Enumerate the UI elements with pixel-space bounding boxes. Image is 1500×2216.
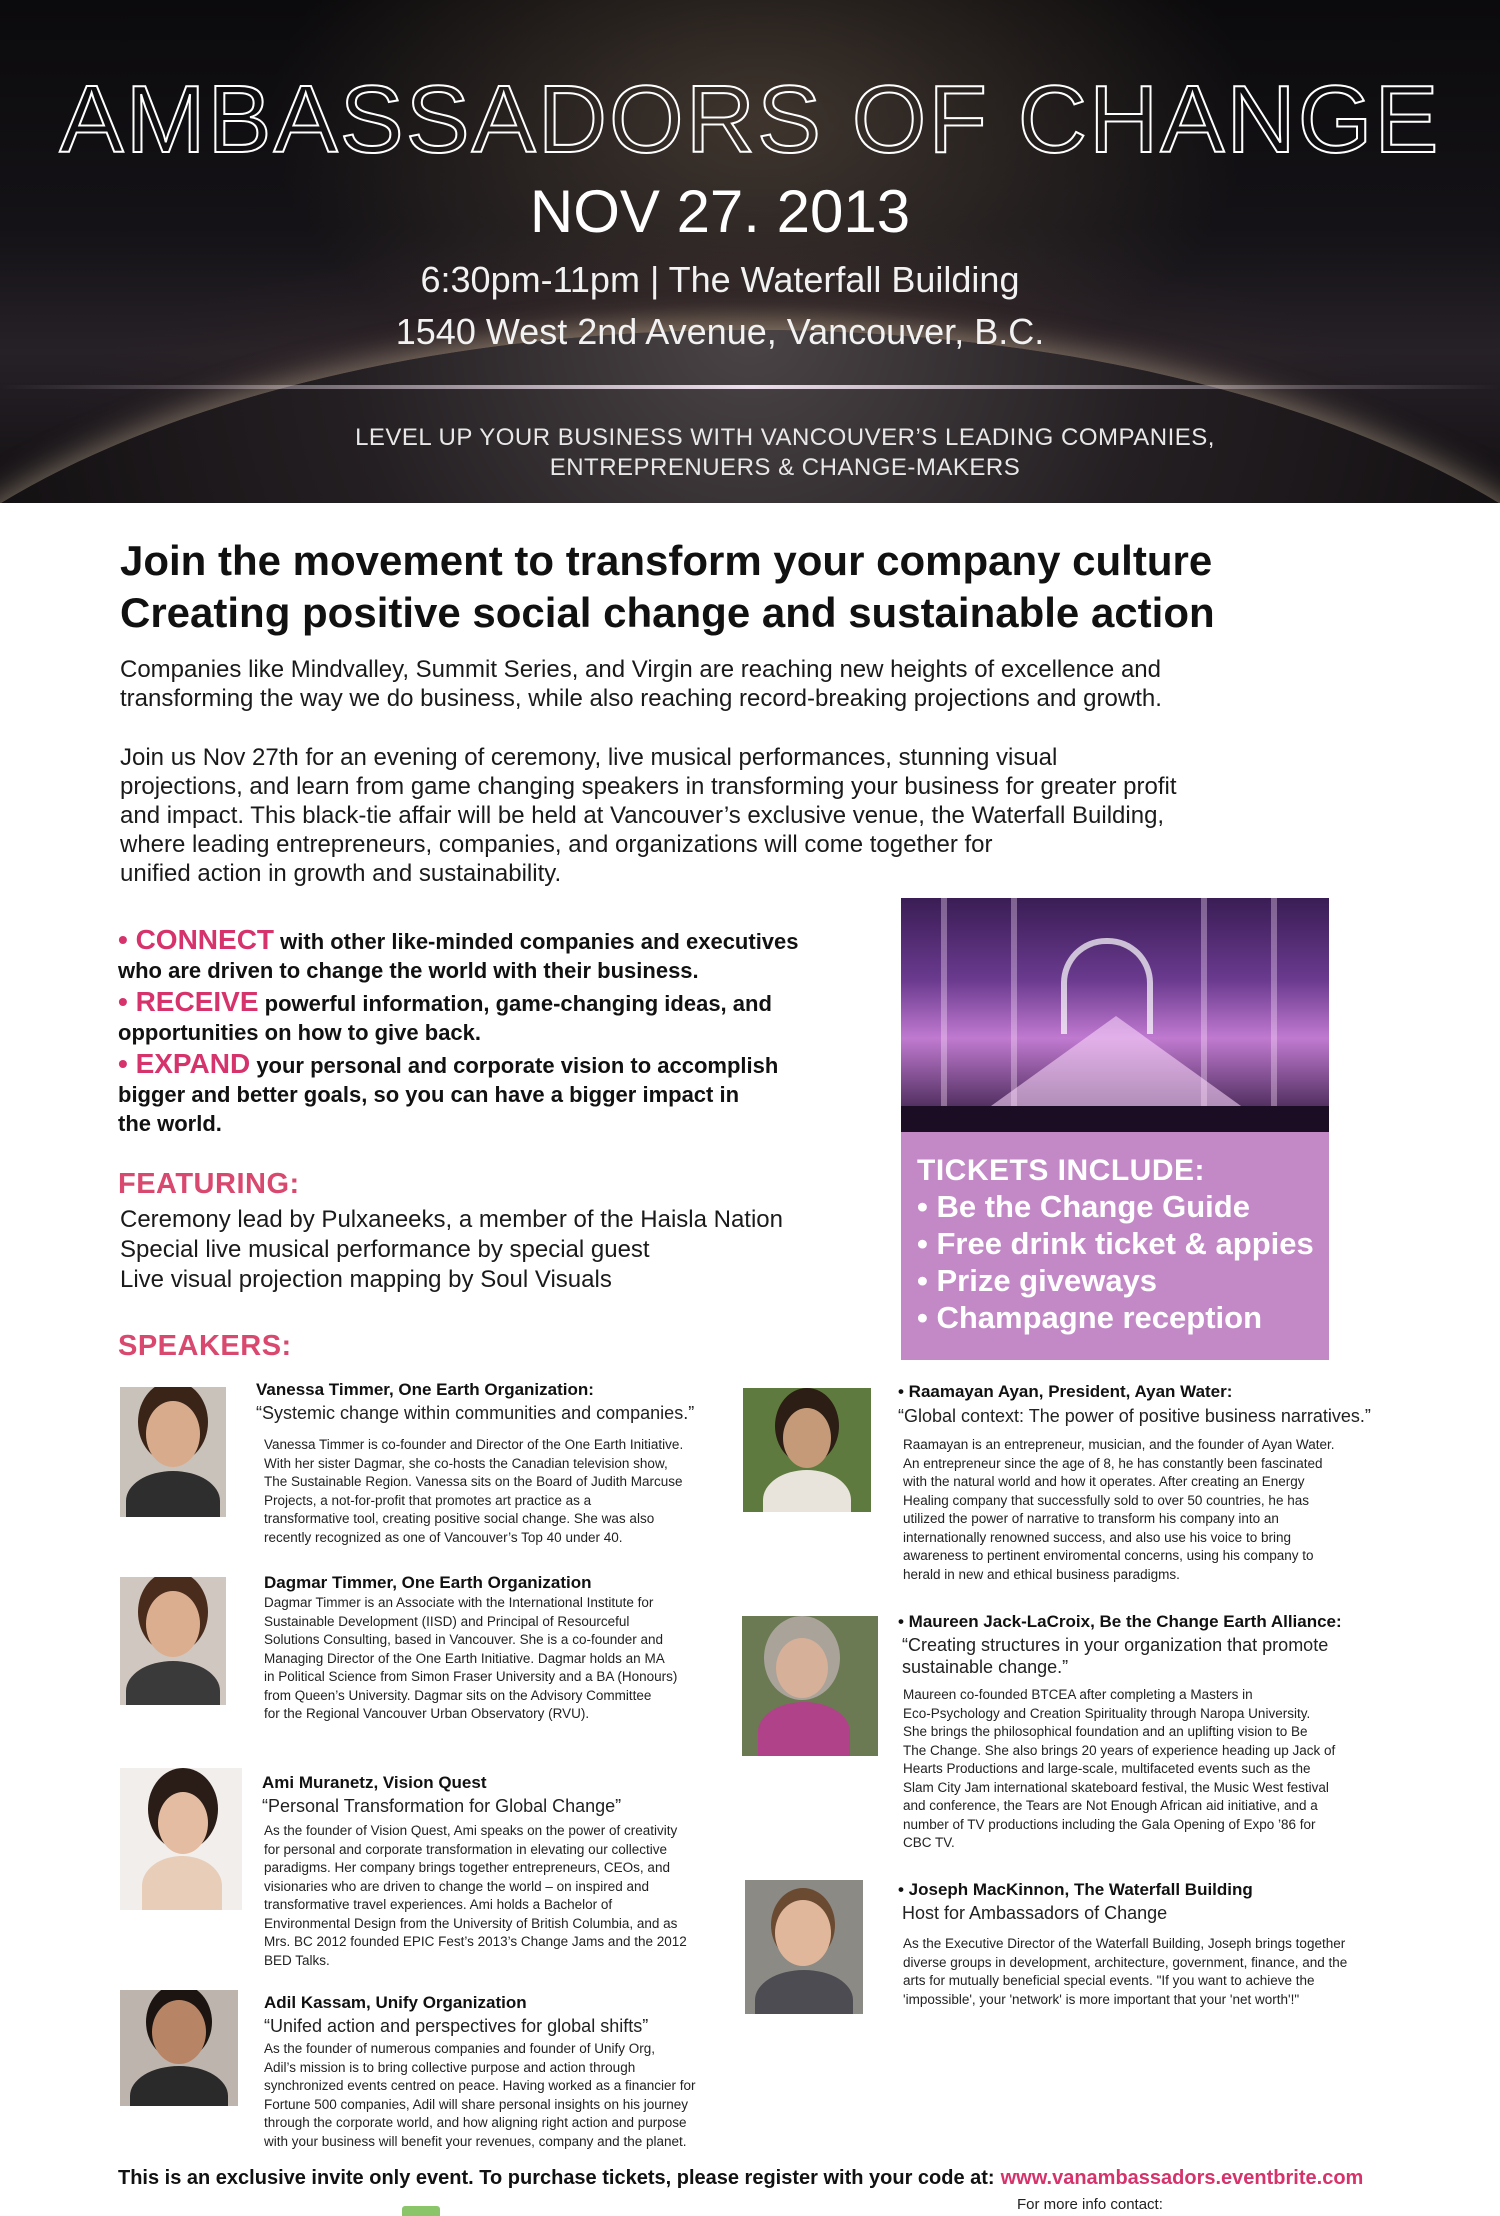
quote-line: “Creating structures in your organization that promote xyxy=(902,1635,1329,1655)
intro-p2-line: where leading entrepreneurs, companies, and organizations will come together for xyxy=(120,831,993,858)
venue-stage-photo xyxy=(901,898,1329,1132)
benefit-text: your personal and corporate vision to accomplish xyxy=(250,1053,779,1078)
more-info-text: For more info contact: xyxy=(1017,2196,1163,2213)
speaker-bio xyxy=(264,2040,696,2151)
registration-text: This is an exclusive invite only event. To purchase tickets, please register with your code at: xyxy=(118,2167,995,2189)
bio-line: recently recognized as one of Vancouver’s Top 40 under 40. xyxy=(264,1529,623,1545)
quote-line: “Global context: The power of positive business narratives.” xyxy=(898,1406,1371,1426)
stage-floor xyxy=(901,1106,1329,1132)
speaker-photo-joseph xyxy=(745,1880,863,2014)
hero-banner xyxy=(0,0,1500,503)
speaker-name: • Maureen Jack-LaCroix, Be the Change Earth Alliance: xyxy=(898,1612,1342,1631)
headline-line-1: Join the movement to transform your company culture xyxy=(120,537,1213,584)
bio-line: With her sister Dagmar, she co-hosts the Canadian television show, xyxy=(264,1455,668,1471)
bio-line: Managing Director of the One Earth Initiative. Dagmar holds an MA xyxy=(264,1650,665,1666)
benefit-receive xyxy=(118,987,898,1047)
bio-line: from Queen’s University. Dagmar sits on the Advisory Committee xyxy=(264,1687,652,1703)
event-time-venue: 6:30pm-11pm | The Waterfall Building xyxy=(420,259,1020,300)
bio-line: arts for mutually beneficial special events. "If you want to achieve the xyxy=(903,1973,1315,1988)
horizon-glow xyxy=(0,385,1500,389)
tickets-list xyxy=(917,1188,1314,1336)
ticket-item: • Prize giveways xyxy=(917,1263,1158,1298)
bio-line: 'impossible', your 'network' is more important that your 'net worth'!" xyxy=(903,1991,1300,2007)
quote-line: “Systemic change within communities and companies.” xyxy=(256,1403,695,1423)
speaker-photo-maureen xyxy=(742,1616,878,1756)
speaker-bio xyxy=(264,1822,687,1970)
intro-paragraph-2 xyxy=(120,743,1360,888)
speaker-bio xyxy=(903,1436,1335,1584)
bio-line: Adil’s mission is to bring collective purpose and action through xyxy=(264,2059,636,2075)
featuring-item: Ceremony lead by Pulxaneeks, a member of the Haisla Nation xyxy=(120,1206,783,1233)
bio-line: in Political Science from Simon Fraser University and a BA (Honours) xyxy=(264,1669,678,1684)
benefit-expand xyxy=(118,1049,898,1138)
speaker-name: Dagmar Timmer, One Earth Organization xyxy=(264,1573,592,1592)
bio-line: Hearts Productions and large-scale, multifaceted events such as the xyxy=(903,1761,1311,1776)
ticket-item: • Free drink ticket & appies xyxy=(917,1226,1314,1261)
bio-line: As the founder of numerous companies and founder of Unify Org, xyxy=(264,2041,655,2056)
bio-line: Fortune 500 companies, Adil will share personal insights on his journey xyxy=(264,2096,688,2112)
bio-line: herald in new and ethical business paradigms. xyxy=(903,1566,1180,1582)
bio-line: As the founder of Vision Quest, Ami speaks on the power of creativity xyxy=(264,1823,678,1838)
speaker-bio xyxy=(264,1594,677,1724)
intro-p1-line: Companies like Mindvalley, Summit Series, and Virgin are reaching new heights of excellence and xyxy=(120,656,1161,683)
bio-line: As the Executive Director of the Waterfall Building, Joseph brings together xyxy=(903,1936,1346,1951)
bio-line: for the Regional Vancouver Urban Observatory (RVU). xyxy=(264,1706,590,1721)
featuring-item: Special live musical performance by special guest xyxy=(120,1236,650,1263)
bio-line: An entrepreneur since the age of 8, he has constantly been fascinated xyxy=(903,1455,1323,1471)
featuring-item: Live visual projection mapping by Soul Visuals xyxy=(120,1266,612,1293)
speaker-quote xyxy=(262,1795,621,1817)
intro-p2-line: and impact. This black-tie affair will be held at Vancouver’s exclusive venue, the Waterfall Building, xyxy=(120,802,1165,829)
tagline-line-2: ENTREPRENUERS & CHANGE-MAKERS xyxy=(549,454,1021,481)
speaker-photo-vanessa xyxy=(120,1387,226,1517)
speaker-name: Vanessa Timmer, One Earth Organization: xyxy=(256,1380,594,1399)
speaker-photo-ami xyxy=(120,1768,242,1910)
benefit-keyword: • CONNECT xyxy=(118,924,275,955)
bio-line: Eco-Psychology and Creation Spirituality through Naropa University. xyxy=(903,1705,1311,1721)
intro-p2-line: Join us Nov 27th for an evening of ceremony, live musical performances, stunning visual xyxy=(120,744,1058,771)
light-beam xyxy=(941,898,947,1132)
speaker-quote xyxy=(264,2015,648,2037)
bio-line: with your business will benefit your revenues, company and the planet. xyxy=(264,2133,687,2149)
quote-line: sustainable change.” xyxy=(902,1657,1069,1677)
speaker-bio xyxy=(264,1436,683,1547)
light-beam xyxy=(1271,898,1277,1132)
benefit-text: powerful information, game-changing ideas, and xyxy=(258,991,772,1016)
speaker-quote xyxy=(902,1902,1167,1924)
bio-line: Dagmar Timmer is an Associate with the International Institute for xyxy=(264,1595,654,1610)
stage-light-cone xyxy=(991,1016,1241,1106)
eventbrite-link[interactable]: www.vanambassadors.eventbrite.com xyxy=(1000,2167,1364,2189)
bio-line: transformative tool, creating positive social change. She was also xyxy=(264,1511,655,1526)
bio-line: CBC TV. xyxy=(903,1835,955,1850)
speaker-name: Ami Muranetz, Vision Quest xyxy=(262,1773,487,1792)
registration-note xyxy=(118,2167,1363,2190)
bio-line: transformative travel experiences. Ami holds a Bachelor of xyxy=(264,1897,613,1912)
event-title: AMBASSADORS OF CHANGE xyxy=(59,66,1441,173)
bio-line: Maureen co-founded BTCEA after completing a Masters in xyxy=(903,1687,1253,1702)
speaker-photo-raamayan xyxy=(743,1388,871,1512)
ticket-item: • Be the Change Guide xyxy=(917,1189,1250,1224)
bio-line: number of TV productions including the Gala Opening of Expo ’86 for xyxy=(903,1816,1316,1832)
speaker-bio xyxy=(903,1935,1347,2009)
quote-line: “Personal Transformation for Global Change” xyxy=(262,1796,622,1816)
event-address: 1540 West 2nd Avenue, Vancouver, B.C. xyxy=(395,311,1045,352)
benefit-text: the world. xyxy=(118,1111,222,1136)
benefit-keyword: • RECEIVE xyxy=(118,986,259,1017)
headline-line-2: Creating positive social change and sustainable action xyxy=(120,589,1215,636)
bio-line: for personal and corporate transformation in elevating our collective xyxy=(264,1841,667,1857)
bio-line: Vanessa Timmer is co-founder and Director of the One Earth Initiative. xyxy=(264,1437,684,1452)
speakers-heading: SPEAKERS: xyxy=(118,1330,292,1362)
featuring-list xyxy=(120,1205,783,1295)
bio-line: diverse groups in development, architecture, government, finance, and the xyxy=(903,1954,1348,1970)
speaker-photo-adil xyxy=(120,1990,238,2106)
bio-line: Solutions Consulting, based in Vancouver. She is a co-founder and xyxy=(264,1632,664,1647)
bio-line: Environmental Design from the University of British Columbia, and as xyxy=(264,1915,678,1931)
speaker-quote xyxy=(256,1402,694,1424)
bio-line: through the corporate world, and how aligning right action and purpose xyxy=(264,2115,687,2130)
bio-line: internationally renowned success, and also use his voice to bring xyxy=(903,1529,1291,1545)
speaker-name: Adil Kassam, Unify Organization xyxy=(264,1993,527,2012)
ticket-item: • Champagne reception xyxy=(917,1300,1263,1335)
bio-line: Projects, a not-for-profit that promotes art practice as a xyxy=(264,1492,592,1508)
intro-p2-line: unified action in growth and sustainability. xyxy=(120,860,562,887)
bio-line: Raamayan is an entrepreneur, musician, and the founder of Ayan Water. xyxy=(903,1437,1335,1452)
intro-p2-line: projections, and learn from game changing speakers in transforming your business for greater profit xyxy=(120,773,1177,800)
speaker-bio xyxy=(903,1686,1335,1853)
bio-line: with the natural world and how it operates. After creating an Energy xyxy=(903,1474,1305,1489)
bio-line: She brings the philosophical foundation and an uplifting vision to Be xyxy=(903,1724,1308,1739)
speaker-quote xyxy=(902,1634,1328,1678)
bio-line: awareness to pertinent enviromental concerns, using his company to xyxy=(903,1548,1314,1563)
quote-line: Host for Ambassadors of Change xyxy=(902,1903,1168,1923)
bio-line: The Change. She also brings 20 years of experience heading up Jack of xyxy=(903,1742,1336,1758)
green-logo-fragment xyxy=(402,2206,440,2216)
benefits-list xyxy=(118,925,898,1140)
benefit-text: who are driven to change the world with their business. xyxy=(118,958,699,983)
bio-line: Healing company that successfully sold to over 50 countries, he has xyxy=(903,1492,1309,1508)
speaker-name: • Joseph MacKinnon, The Waterfall Building xyxy=(898,1880,1253,1899)
bio-line: Slam City Jam international skateboard festival, the Music West festival xyxy=(903,1779,1329,1795)
tickets-heading: TICKETS INCLUDE: xyxy=(917,1154,1205,1187)
bio-line: Mrs. BC 2012 founded EPIC Fest’s 2013’s Change Jams and the 2012 xyxy=(264,1934,687,1949)
bio-line: utilized the power of narrative to transform his company into an xyxy=(903,1511,1279,1526)
speaker-quote xyxy=(898,1405,1371,1427)
bio-line: visionaries who are driven to change the world – on inspired and xyxy=(264,1878,649,1894)
benefit-keyword: • EXPAND xyxy=(118,1048,251,1079)
bio-line: Sustainable Development (IISD) and Principal of Resourceful xyxy=(264,1613,630,1629)
benefit-text: with other like-minded companies and executives xyxy=(274,929,799,954)
bio-line: paradigms. Her company brings together entrepreneurs, CEOs, and xyxy=(264,1860,670,1875)
featuring-heading: FEATURING: xyxy=(118,1168,300,1200)
bio-line: The Sustainable Region. Vanessa sits on the Board of Judith Marcuse xyxy=(264,1474,683,1489)
speaker-photo-dagmar xyxy=(120,1577,226,1705)
bio-line: synchronized events centred on peace. Having worked as a financier for xyxy=(264,2078,696,2093)
bio-line: and conference, the Tears are Not Enough African aid initiative, and a xyxy=(903,1798,1318,1813)
quote-line: “Unifed action and perspectives for global shifts” xyxy=(264,2016,649,2036)
benefit-text: opportunities on how to give back. xyxy=(118,1020,482,1045)
speaker-name: • Raamayan Ayan, President, Ayan Water: xyxy=(898,1382,1233,1401)
tagline-line-1: LEVEL UP YOUR BUSINESS WITH VANCOUVER’S LEADING COMPANIES, xyxy=(355,424,1215,451)
event-date: NOV 27. 2013 xyxy=(529,178,911,245)
intro-paragraph-1 xyxy=(120,655,1360,713)
benefit-connect xyxy=(118,925,898,985)
tickets-include-box xyxy=(901,1132,1329,1360)
intro-p1-line: transforming the way we do business, while also reaching record-breaking projections and growth. xyxy=(120,685,1162,712)
bio-line: BED Talks. xyxy=(264,1952,330,1968)
benefit-text: bigger and better goals, so you can have a bigger impact in xyxy=(118,1082,740,1107)
